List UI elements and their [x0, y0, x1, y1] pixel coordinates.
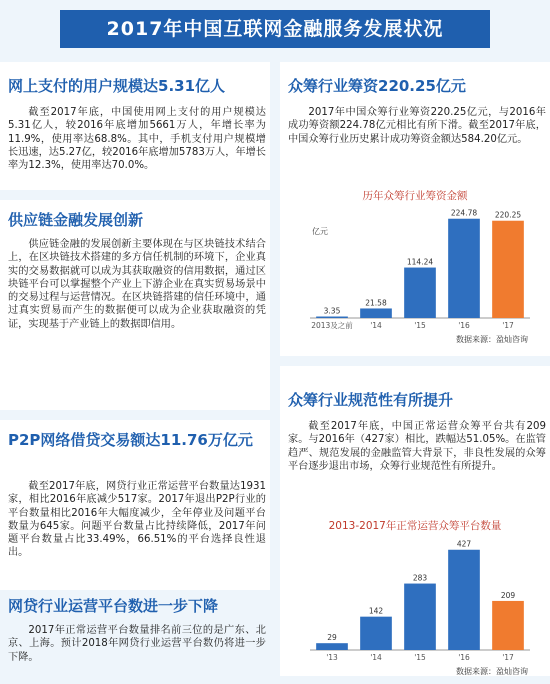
data-label: 29 [327, 633, 337, 643]
tick-label: '13 [326, 653, 338, 662]
tick-label: 2013及之前 [311, 321, 353, 330]
tick-label: '15 [414, 321, 426, 330]
title-banner [0, 0, 550, 56]
data-label: 220.25 [494, 210, 522, 220]
chart2-title: 2013-2017年正常运营众筹平台数量 [328, 520, 502, 532]
bar [448, 550, 480, 650]
bar [448, 219, 480, 318]
p2p-heading: P2P网络借贷交易额达11.76万亿元 [8, 431, 253, 449]
data-label: 114.24 [406, 257, 434, 267]
right-column [280, 62, 550, 676]
p2p-body: 截至2017年底，网贷行业正常运营平台数量达1931家，相比2016年底减少517家。2017年退出P2P行业的平台数量相比2016年大幅度减少，全年停业及问题平台数量为645家。问题平台数量占比持续降低，2017年问题平台数量占比33.49%，66.51%的平台选择良性退出。 [8, 481, 266, 559]
bar [404, 584, 436, 650]
chart-source: 数据来源：盈灿咨询 [456, 335, 528, 344]
bar [492, 601, 524, 650]
data-label: 224.78 [450, 208, 478, 218]
crowdfunding-norm-heading: 众筹行业规范性有所提升 [288, 391, 454, 409]
bar [404, 268, 436, 318]
crowdfunding-norm-section [280, 366, 550, 676]
payment-body: 截至2017年底，中国使用网上支付的用户规模达5.31亿人，较2016年底增加5661万人，年增长率为11.9%，使用率达68.8%。其中，手机支付用户规模增长迅速，达5.27亿，较2016年底增加5783万人，年增长率为12.3%，使用率达70.0%。 [8, 107, 266, 172]
data-label: 427 [456, 539, 472, 549]
bar [492, 221, 524, 318]
chart-source: 数据来源：盈灿咨询 [456, 667, 528, 676]
data-label: 209 [500, 590, 516, 600]
tick-label: '15 [414, 653, 426, 662]
supply-chain-heading: 供应链金融发展创新 [8, 211, 144, 229]
tick-label: '14 [370, 653, 382, 662]
supply-chain-section [0, 200, 270, 410]
divider [0, 190, 270, 200]
crowdfunding-heading: 众筹行业筹资220.25亿元 [288, 77, 466, 95]
p2p-ops-body: 2017年正常运营平台数量排名前三位的是广东、北京、上海。预计2018年网贷行业运营平台数仍将进一步下降。 [8, 625, 266, 663]
p2p-ops-section [0, 590, 270, 676]
bar [316, 643, 348, 650]
crowdfunding-section [280, 62, 550, 356]
p2p-ops-heading: 网贷行业运营平台数进一步下降 [8, 597, 219, 615]
divider [0, 410, 270, 420]
y-axis-label: 亿元 [312, 227, 328, 236]
left-column [0, 62, 270, 676]
crowdfunding-body: 2017年中国众筹行业筹资220.25亿元，与2016年成功筹资额224.78亿元相比有所下滑。截至2017年底，中国众筹行业历史累计成功筹资金额达584.20亿元。 [288, 107, 546, 145]
tick-label: '16 [458, 321, 470, 330]
tick-label: '16 [458, 653, 470, 662]
crowdfunding-norm-body: 截至2017年底，中国正常运营众筹平台共有209家。与2016年（427家）相比，跌幅达51.05%。在监管趋严、规范发展的金融监管大背景下，非良性发展的众筹平台逐步退出市场，众筹行业规范性有所提升。 [288, 421, 546, 472]
data-label: 21.58 [365, 298, 387, 308]
page-title: 2017年中国互联网金融服务发展状况 [60, 10, 490, 48]
chart1-title: 历年众筹行业筹资金额 [362, 190, 468, 202]
tick-label: '17 [502, 653, 514, 662]
bar [360, 308, 392, 318]
data-label: 142 [368, 606, 384, 616]
payment-section [0, 62, 270, 190]
supply-chain-body: 供应链金融的发展创新主要体现在与区块链技术结合上，在区块链技术搭建的多方信任机制的环境下，企业真实的交易数据就可以成为其获取融资的信用数据，通过区块链平台可以掌握整个产业上下游企业在真实贸易场景中的交易过程与运营情况。在区块链搭建的信任环境中，通过真实贸易而产生的数据便可以成为企业获取融资的凭证，实现基于产业链上的数据即信用。 [8, 239, 266, 330]
bar [316, 317, 348, 318]
tick-label: '17 [502, 321, 514, 330]
bar [360, 617, 392, 650]
tick-label: '14 [370, 321, 382, 330]
divider [280, 356, 550, 366]
funding-bar-chart [280, 202, 550, 352]
data-label: 3.35 [323, 306, 341, 316]
platform-count-bar-chart [280, 532, 550, 684]
data-label: 283 [412, 573, 428, 583]
payment-heading: 网上支付的用户规模达5.31亿人 [8, 77, 226, 95]
